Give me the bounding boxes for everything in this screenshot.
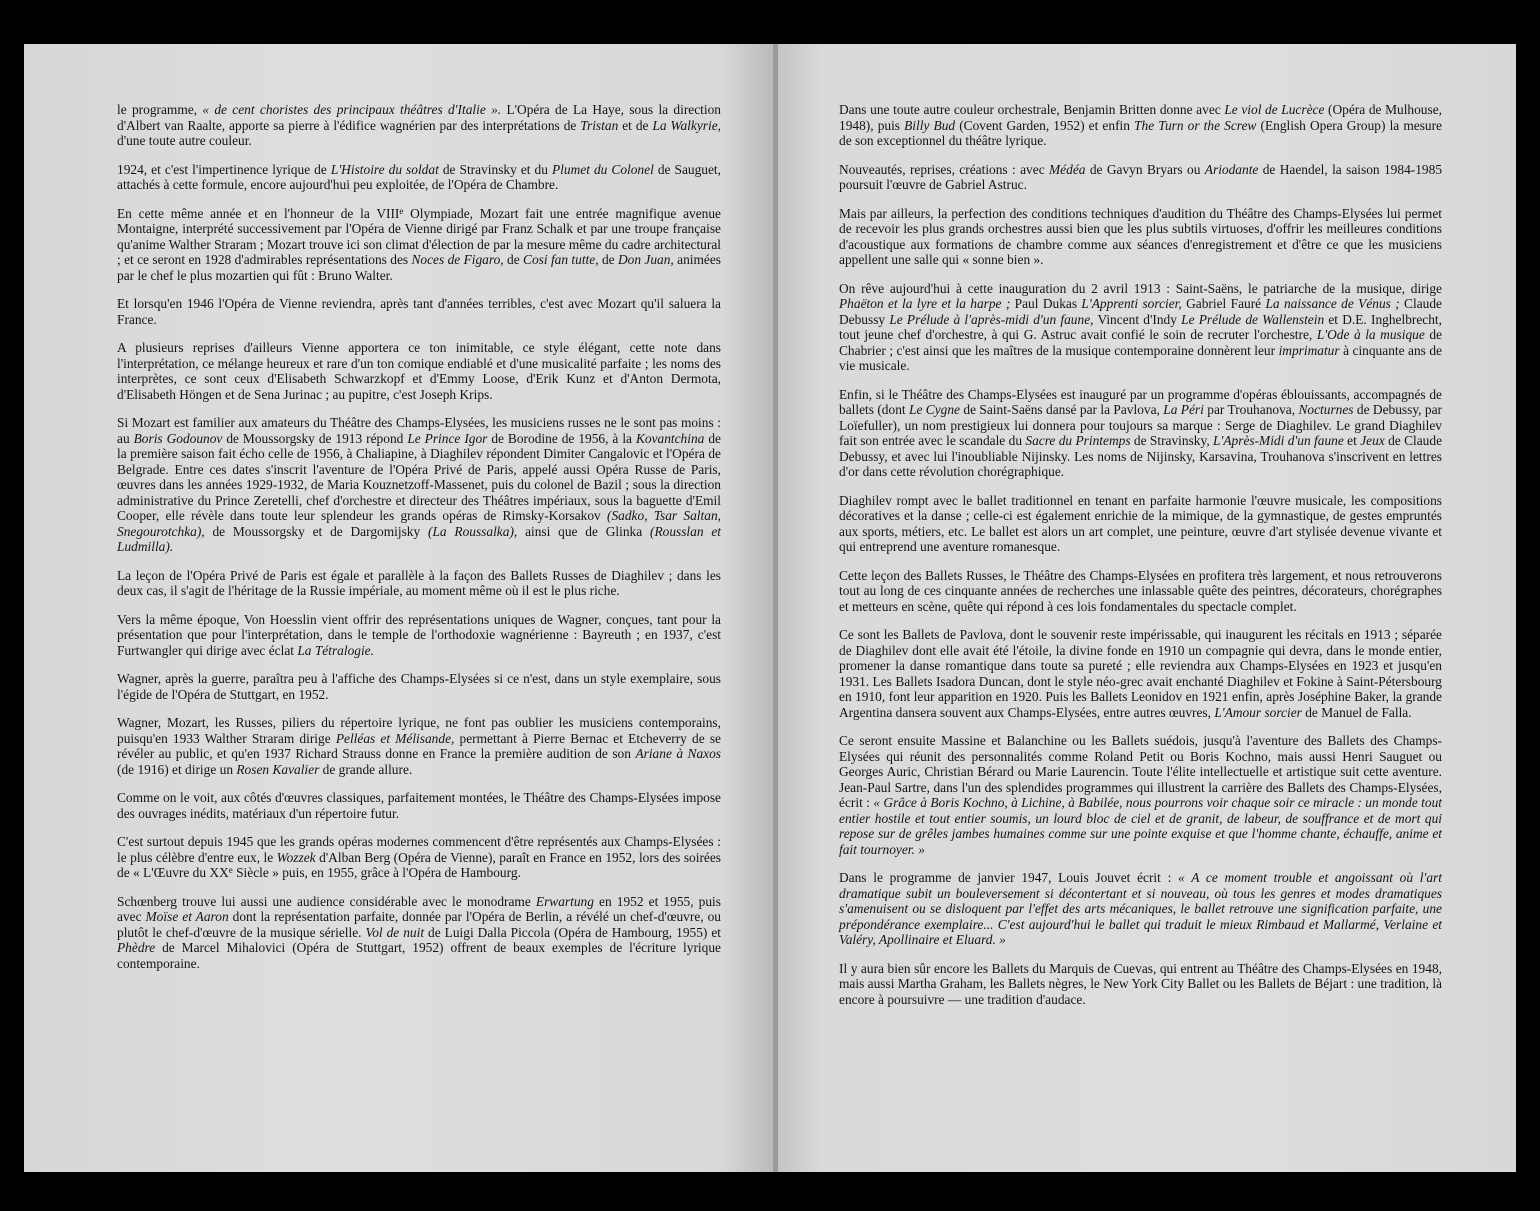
text-run: de Moussorgsky et de Dargomijsky [204,523,428,539]
italic-text: Ariodante [1204,161,1259,177]
italic-text: « A ce moment trouble et angoissant où l'art dramatique subit un bouleversement si décontertant et si nouveau, où tous les genres et modes dramatiques s'amenuisent ou se disloquent par l'effet des arts mécaniques, le ballet retrouve une signification parfaite, une prépondérance exemplaire... C'est aujourd'hui le ballet qui traduit le mieux Rimbaud et Mallarmé, Verlaine et Valéry, Apollinaire et Eluard. » [839,870,1442,947]
text-run: Siècle » puis, en 1955, grâce à l'Opéra de Hambourg. [232,865,521,880]
text-run: L'Opéra de La Haye, sous la direction d'Albert van Raalte, apporte sa pierre à l'édifice wagnérien par des interprétations de [117,102,722,133]
italic-text: Phaëton et la lyre et la harpe ; [839,296,1011,311]
text-run: Dans une toute autre couleur orchestrale, Benjamin Britten donne avec [839,102,1225,117]
italic-text: Le Prélude à l'après-midi d'un faune, [889,311,1094,327]
italic-text: Phèdre [117,940,156,955]
paragraph [839,102,1442,149]
left-page-text [117,102,721,984]
text-run: dont la représentation parfaite, donnée par l'Opéra de Berlin, a révélé un chef-d'œuvre, ou plutôt le chef-d'œuvre de la musique sérielle. [117,909,722,940]
text-run: On rêve aujourd'hui à cette inauguration du 2 avril 1913 : Saint-Saëns, le patriarche de la musique, dirige [839,280,1442,296]
italic-text: La Tétralogie. [297,642,374,658]
book-spread [24,44,1516,1172]
italic-text: Moïse et Aaron [145,909,229,924]
text-run: A plusieurs reprises d'ailleurs Vienne apportera ce ton inimitable, ce style élégant, cette note dans l'interprétation, ce mélange heureux et rare d'un ton comique endiablé et d'une musicalité parfaite ; les noms des interprètes, ce sont ceux d'Elisabeth Schwarzkopf et d'Emmy Loose, d'Erik Kunz et d'Anton Dermota, d'Elisabeth Höngen et de Sena Jurinac ; au pupitre, c'est Joseph Krips. [117,340,721,402]
text-run: Claude Debussy [839,296,1442,327]
italic-text: Ariane à Naxos [635,746,722,761]
italic-text: « de cent choristes des principaux théâtres d'Italie ». [202,102,502,117]
italic-text: L'Apprenti sorcier, [1081,296,1182,311]
paragraph [117,715,721,777]
paragraph [839,493,1442,555]
italic-text: L'Amour sorcier [1214,704,1302,720]
italic-text: Le viol de Lucrèce [1224,102,1325,117]
text-run: d'Alban Berg (Opéra de Vienne), paraît en France en 1952, lors des soirées de « L'Œuvre du XX [117,849,721,880]
italic-text: Boris Godounov [133,430,223,446]
italic-text: Cosi fan tutte, [523,252,599,267]
text-run: (de 1916) et dirige un [117,761,237,777]
text-run: de Marcel Mihalovici (Opéra de Stuttgart, 1952) offrent de beaux exemples de l'écriture lyrique contemporaine. [117,940,721,971]
text-run: Et lorsqu'en 1946 l'Opéra de Vienne reviendra, après tant d'années terribles, c'est avec Mozart qu'il saluera la France. [117,296,721,327]
text-run: par Trouhanova, [1203,402,1299,417]
italic-text: La naissance de Vénus ; [1265,296,1400,311]
italic-text: La Walkyrie, [652,117,721,133]
text-run: ainsi que de Glinka [517,523,650,539]
text-run: de Stravinsky et du [438,161,552,177]
paragraph [839,961,1442,1008]
text-run: (Opéra de Mulhouse, 1948), puis [839,102,1442,133]
text-run: Cette leçon des Ballets Russes, le Théâtre des Champs-Elysées en profitera très largement, et nous retrouverons tout au long de ces cinquante années de recherches une inlassable quête des peintres, décorateurs, chorégraphes et metteurs en scène, quête qui répond à ces lois fondamentales du spectacle complet. [839,567,1442,614]
text-run: et [1343,433,1361,448]
italic-text: The Turn or the Screw [1134,117,1257,133]
italic-text: Kovantchina [635,430,705,446]
text-run: de Saint-Saëns dansé par la Pavlova, [959,402,1164,417]
text-run: Nouveautés, reprises, créations : avec [839,161,1050,177]
text-run: de grande allure. [319,761,413,777]
italic-text: Sacre du Printemps [1025,433,1131,448]
text-run: Ce seront ensuite Massine et Balanchine ou les Ballets suédois, jusqu'à l'aventure des Ballets des Champs-Elysées qui réunit des personnalités comme Roland Petit ou Boris Kochno, mais aussi Henri Sauguet ou Georges Auric, Christian Bérard ou Marie Laurencin. Toute l'élite intellectuelle et artistique suit cette aventure. Jean-Paul Sartre, dans l'un des splendides programmes qui illustrent la carrière des Ballets des Champs-Elysées, écrit : [839,733,1442,810]
paragraph [117,415,721,555]
text-run: de Chabrier ; c'est ainsi que les maîtres de la musique contemporaine donnèrent leur [839,327,1442,358]
text-run: Vers la même époque, Von Hoesslin vient offrir des représentations uniques de Wagner, conçues, tant pour la présentation que pour l'interprétation, dans le temple de l'orthodoxie wagnérienne : Bayreuth ; en 1937, c'est Furtwangler qui dirige avec éclat [117,611,721,658]
text-run: Ce sont les Ballets de Pavlova, dont le souvenir reste impérissable, qui inaugurent les récitals en 1913 ; séparée de Diaghilev dont elle avait été l'étoile, la divine fonde en 1910 un compagnie qui devra, dans le monde entier, promener la danse romantique dans toute sa pureté ; elle reviendra aux Champs-Elysées en 1923 et jusqu'en 1931. Les Ballets Isadora Duncan, dont le style néo-grec avait enchanté Diaghilev et Fokine à Saint-Pétersbourg en 1910, font leur apparition en 1920. Puis les Ballets Leonidov en 1921 enfin, après Joséphine Baker, la grande Argentina dansera souvent aux Champs-Elysées, entre autres œuvres, [839,627,1442,720]
superscript-text: e [399,205,404,216]
italic-text: Le Cygne [909,402,960,417]
paragraph [839,206,1442,268]
text-run: de Borodine de 1956, à la [487,430,636,446]
text-run: Mais par ailleurs, la perfection des conditions techniques d'audition du Théâtre des Champs-Elysées lui permet de recevoir les plus grands orchestres aussi bien que les plus subtils virtuoses, d'offrir les meilleures conditions d'acoustique aux formations de chambre comme aux séances d'enregistrement et d'être ce que les musiciens appellent une salle qui « sonne bien ». [839,205,1442,267]
text-run: de Gavyn Bryars ou [1085,161,1205,177]
italic-text: Plumet du Colonel [551,161,654,177]
italic-text: Erwartung [535,893,594,909]
text-run: Il y aura bien sûr encore les Ballets du Marquis de Cuevas, qui entrent au Théâtre des Champs-Elysées en 1948, mais aussi Martha Graham, les Ballets nègres, le New York City Ballet ou les Ballets de Béjart : une tradition, là encore à poursuivre — une tradition d'audace. [839,960,1442,1007]
paragraph [117,790,721,821]
italic-text: Nocturnes [1298,402,1354,417]
italic-text: Billy Bud [904,117,956,133]
text-run: en 1952 et 1955, puis avec [117,893,721,924]
text-run: C'est surtout depuis 1945 que les grands opéras modernes commencent d'être représentés aux Champs-Elysées : le plus célèbre d'entre eux, le [117,834,721,865]
paragraph [117,296,721,327]
text-run: de Sauguet, attachés à cette formule, encore aujourd'hui peu exploitée, de l'Opéra de Chambre. [117,161,722,192]
text-run: Vincent d'Indy [1093,311,1182,327]
italic-text: Pelléas et Mélisande, [335,730,455,746]
text-run: Gabriel Fauré [1181,296,1266,311]
paragraph [117,834,721,881]
italic-text: « Grâce à Boris Kochno, à Lichine, à Babilée, nous pourrons voir chaque soir ce miracle : un monde tout entier hostile et tout entier soumis, un lourd bloc de ciel et de granit, de labeur, de souffrance et de mort qui repose sur de grêles jambes humaines comme sur une pointe exquise et que l'homme chante, échauffe, anime et fait tournoyer. » [839,795,1443,857]
italic-text: imprimatur [1278,342,1340,358]
paragraph [117,671,721,702]
right-page-text [839,102,1442,1020]
italic-text: Médéa [1049,161,1086,177]
text-run: de Manuel de Falla. [1301,704,1412,720]
text-run: permettant à Pierre Bernac et Etcheverry de se révéler au public, et qu'en 1937 Richard Strauss donne en France la première audition de son [117,730,722,761]
paragraph [839,627,1442,720]
text-run: Wagner, Mozart, les Russes, piliers du répertoire lyrique, ne font pas oublier les musiciens contemporains, puisqu'en 1933 Walther Straram dirige [117,715,721,746]
text-run: Schœnberg trouve lui aussi une audience considérable avec le monodrame [117,893,536,909]
text-run: (English Opera Group) la mesure de son exceptionnel du théâtre lyrique. [839,117,1443,148]
italic-text: Rosen Kavalier [236,761,320,777]
text-run: de Claude Debussy, et avec lui l'inoubliable Nijinsky. Les noms de Nijinsky, Karsavina, Trouhanova s'inscrivent en lettres d'or dans cette révolution chorégraphique. [839,433,1443,479]
italic-text: Wozzek [276,849,316,865]
text-run: En cette même année et en l'honneur de la VIII [117,205,400,221]
text-run: Enfin, si le Théâtre des Champs-Elysées est inauguré par un programme d'opéras éblouissants, accompagnés de ballets (dont [839,386,1442,417]
text-run: de Debussy, par Loïefuller), un nom prestigieux lui donnera pour toujours sa marque : Serge de Diaghilev. Le grand Diaghilev fait son entrée avec le scandale du [839,402,1443,448]
text-run: 1924, et c'est l'impertinence lyrique de [117,161,331,177]
paragraph [117,612,721,659]
paragraph [839,387,1442,480]
italic-text: (Rousslan et Ludmilla). [117,523,722,554]
text-run: Comme on le voit, aux côtés d'œuvres classiques, parfaitement montées, le Théâtre des Champs-Elysées impose des ouvrages inédits, matériaux d'un répertoire futur. [117,790,721,821]
text-run: de Moussorgsky de 1913 répond [222,430,408,446]
text-run: de Stravinsky, [1130,433,1214,448]
text-run: La leçon de l'Opéra Privé de Paris est égale et parallèle à la façon des Ballets Russes de Diaghilev ; dans les deux cas, il s'agit de l'héritage de la Russie impériale, au moment même où il est le plus riche. [117,567,721,598]
paragraph [839,568,1442,615]
paragraph [839,162,1442,193]
italic-text: Noces de Figaro, [411,252,504,267]
text-run: Wagner, après la guerre, paraîtra peu à l'affiche des Champs-Elysées si ce n'est, dans un style exemplaire, sous l'égide de l'Opéra de Stuttgart, en 1952. [117,671,721,702]
left-page [24,44,774,1172]
italic-text: (La Roussalka), [428,523,518,539]
superscript-text: e [228,865,233,875]
paragraph [839,733,1442,857]
text-run: Olympiade, Mozart fait une entrée magnifique avenue Montaigne, interprété successivement par l'Opéra de Vienne dirigé par Franz Schalk et par une troupe française qu'anime Walther Straram ; Mozart trouve ici son climat d'élection de par la mesure même du cadre architectural ; et ce seront en 1928 d'admirables représentations des [117,205,722,267]
italic-text: Don Juan, [617,252,674,267]
text-run: Diaghilev rompt avec le ballet traditionnel en tenant en parfaite harmonie l'œuvre musicale, les compositions décoratives et la danse ; celle-ci est également enrichie de la mimique, de la gymnastique, de gestes empruntés aux sports, métiers, etc. Le ballet est alors un art complet, une peinture, œuvre d'art stylisée devenue vivante et qui entreprend une aventure romanesque. [839,492,1442,554]
text-run: de Luigi Dalla Piccola (Opéra de Hambourg, 1955) et [424,924,722,940]
text-run: Dans le programme de janvier 1947, Louis Jouvet écrit : [839,870,1179,885]
text-run: et de [618,117,653,133]
italic-text: Vol de nuit [365,924,425,940]
italic-text: La Péri [1163,402,1204,417]
text-run: le programme, [117,102,203,117]
text-run: (Covent Garden, 1952) et enfin [955,117,1135,133]
paragraph [839,870,1442,948]
italic-text: Tristan [580,117,619,133]
text-run: animées par le chef le plus mozartien qui fût : Bruno Walter. [117,252,722,283]
paragraph [117,894,721,972]
paragraph [117,568,721,599]
text-run: à cinquante ans de vie musicale. [839,342,1443,373]
text-run: de [503,252,524,267]
right-page [778,44,1516,1172]
italic-text: (Sadko, Tsar Saltan, Snegourotchka), [117,508,721,539]
paragraph [117,340,721,402]
text-run: Paul Dukas [1010,296,1082,311]
paragraph [117,162,721,193]
text-run: de Haendel, la saison 1984-1985 poursuit l'œuvre de Gabriel Astruc. [839,161,1443,192]
paragraph [117,206,721,284]
italic-text: L'Histoire du soldat [330,161,439,177]
text-run: Si Mozart est familier aux amateurs du Théâtre des Champs-Elysées, les musiciens russes ne le sont pas moins : au [117,415,721,446]
text-run: d'une toute autre couleur. [117,133,252,148]
italic-text: L'Ode à la musique [1316,327,1425,342]
italic-text: Le Prélude de Wallenstein [1181,311,1325,327]
text-run: de la première saison fait écho celle de 1956, à Chaliapine, à Diaghilev répondent Dimiter Cangalovic et l'Opéra de Belgrade. Entre ces dates s'inscrit l'aventure de l'Opéra Privé de Paris, appelé aussi Opéra Russe de Paris, œuvres dans les années 1929-1932, de Maria Kouznetzoff-Massenet, puis du colonel de Bazil ; sous la direction administrative du Prince Zeretelli, chef d'orchestre et directeur des Théâtres impériaux, sous la baguette d'Emil Cooper, elle révèle dans toute leur splendeur les grands opéras de Rimsky-Korsakov [117,430,721,523]
italic-text: Le Prince Igor [407,430,488,446]
text-run: de [598,252,618,267]
paragraph [117,102,721,149]
italic-text: Jeux [1360,433,1385,448]
italic-text: L'Après-Midi d'un faune [1213,433,1344,448]
paragraph [839,281,1442,374]
text-run: et D.E. Inghelbrecht, tout jeune chef d'orchestre, à qui G. Astruc avait confié le soin de recruter l'orchestre, [839,311,1442,342]
